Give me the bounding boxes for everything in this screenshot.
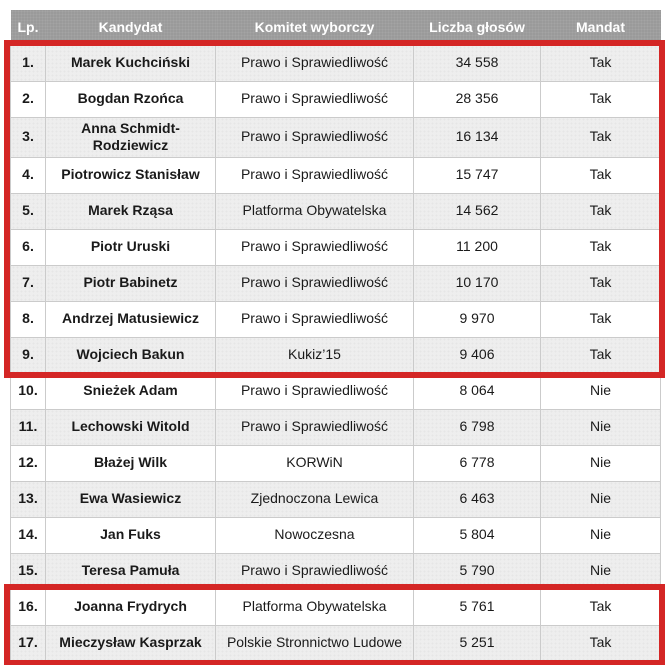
table-body xyxy=(11,45,661,661)
cell-mandat: Tak xyxy=(541,301,661,337)
cell-kandydat: Bogdan Rzońca xyxy=(46,81,216,117)
cell-glosy: 34 558 xyxy=(414,45,541,81)
table-header-row xyxy=(11,10,661,45)
cell-komitet: Polskie Stronnictwo Ludowe xyxy=(216,625,414,661)
cell-mandat: Nie xyxy=(541,409,661,445)
table-row xyxy=(11,117,661,157)
cell-mandat: Nie xyxy=(541,481,661,517)
table-row xyxy=(11,517,661,553)
cell-glosy: 28 356 xyxy=(414,81,541,117)
table-row xyxy=(11,553,661,589)
cell-lp: 7. xyxy=(11,265,46,301)
cell-glosy: 8 064 xyxy=(414,373,541,409)
column-header-glosy: Liczba głosów xyxy=(414,10,541,45)
column-header-mandat: Mandat xyxy=(541,10,661,45)
cell-komitet: Prawo i Sprawiedliwość xyxy=(216,81,414,117)
cell-komitet: Prawo i Sprawiedliwość xyxy=(216,373,414,409)
cell-kandydat: Snieżek Adam xyxy=(46,373,216,409)
cell-mandat: Nie xyxy=(541,445,661,481)
cell-kandydat: Jan Fuks xyxy=(46,517,216,553)
cell-glosy: 5 804 xyxy=(414,517,541,553)
cell-lp: 1. xyxy=(11,45,46,81)
table-row xyxy=(11,445,661,481)
cell-mandat: Nie xyxy=(541,517,661,553)
cell-lp: 11. xyxy=(11,409,46,445)
cell-lp: 3. xyxy=(11,117,46,157)
cell-lp: 14. xyxy=(11,517,46,553)
cell-lp: 2. xyxy=(11,81,46,117)
cell-lp: 5. xyxy=(11,193,46,229)
table-row xyxy=(11,337,661,373)
cell-mandat: Tak xyxy=(541,81,661,117)
cell-mandat: Tak xyxy=(541,229,661,265)
cell-kandydat: Marek Kuchciński xyxy=(46,45,216,81)
cell-lp: 12. xyxy=(11,445,46,481)
cell-kandydat: Błażej Wilk xyxy=(46,445,216,481)
cell-kandydat: Mieczysław Kasprzak xyxy=(46,625,216,661)
cell-mandat: Nie xyxy=(541,373,661,409)
cell-komitet: Kukiz’15 xyxy=(216,337,414,373)
table-row xyxy=(11,589,661,625)
cell-mandat: Tak xyxy=(541,337,661,373)
cell-komitet: Prawo i Sprawiedliwość xyxy=(216,265,414,301)
cell-kandydat: Anna Schmidt-Rodziewicz xyxy=(46,117,216,157)
cell-glosy: 10 170 xyxy=(414,265,541,301)
cell-kandydat: Andrzej Matusiewicz xyxy=(46,301,216,337)
cell-kandydat: Wojciech Bakun xyxy=(46,337,216,373)
table-row xyxy=(11,157,661,193)
cell-mandat: Tak xyxy=(541,193,661,229)
cell-kandydat: Lechowski Witold xyxy=(46,409,216,445)
cell-komitet: Prawo i Sprawiedliwość xyxy=(216,157,414,193)
cell-glosy: 5 790 xyxy=(414,553,541,589)
column-header-komitet: Komitet wyborczy xyxy=(216,10,414,45)
cell-kandydat: Joanna Frydrych xyxy=(46,589,216,625)
cell-komitet: Prawo i Sprawiedliwość xyxy=(216,553,414,589)
table-row xyxy=(11,625,661,661)
cell-kandydat: Piotr Uruski xyxy=(46,229,216,265)
table-row xyxy=(11,265,661,301)
cell-lp: 8. xyxy=(11,301,46,337)
cell-lp: 17. xyxy=(11,625,46,661)
cell-komitet: Platforma Obywatelska xyxy=(216,193,414,229)
cell-komitet: Zjednoczona Lewica xyxy=(216,481,414,517)
cell-mandat: Tak xyxy=(541,117,661,157)
table-row xyxy=(11,409,661,445)
table-row xyxy=(11,45,661,81)
cell-lp: 9. xyxy=(11,337,46,373)
cell-mandat: Tak xyxy=(541,45,661,81)
table-row xyxy=(11,193,661,229)
cell-kandydat: Ewa Wasiewicz xyxy=(46,481,216,517)
cell-lp: 16. xyxy=(11,589,46,625)
cell-mandat: Tak xyxy=(541,265,661,301)
cell-glosy: 6 778 xyxy=(414,445,541,481)
cell-lp: 15. xyxy=(11,553,46,589)
cell-lp: 13. xyxy=(11,481,46,517)
cell-komitet: Prawo i Sprawiedliwość xyxy=(216,45,414,81)
table-wrapper xyxy=(10,10,660,662)
table-row xyxy=(11,81,661,117)
cell-kandydat: Piotr Babinetz xyxy=(46,265,216,301)
cell-glosy: 6 798 xyxy=(414,409,541,445)
column-header-lp: Lp. xyxy=(11,10,46,45)
table-row xyxy=(11,301,661,337)
cell-komitet: Prawo i Sprawiedliwość xyxy=(216,301,414,337)
cell-glosy: 9 406 xyxy=(414,337,541,373)
cell-glosy: 9 970 xyxy=(414,301,541,337)
table-row xyxy=(11,229,661,265)
cell-glosy: 5 251 xyxy=(414,625,541,661)
cell-komitet: Prawo i Sprawiedliwość xyxy=(216,409,414,445)
cell-komitet: Nowoczesna xyxy=(216,517,414,553)
cell-mandat: Tak xyxy=(541,157,661,193)
column-header-kandydat: Kandydat xyxy=(46,10,216,45)
cell-kandydat: Teresa Pamuła xyxy=(46,553,216,589)
cell-kandydat: Marek Rząsa xyxy=(46,193,216,229)
cell-lp: 10. xyxy=(11,373,46,409)
table-row xyxy=(11,481,661,517)
cell-glosy: 5 761 xyxy=(414,589,541,625)
cell-lp: 4. xyxy=(11,157,46,193)
cell-komitet: KORWiN xyxy=(216,445,414,481)
cell-glosy: 11 200 xyxy=(414,229,541,265)
cell-glosy: 16 134 xyxy=(414,117,541,157)
cell-mandat: Tak xyxy=(541,589,661,625)
cell-glosy: 6 463 xyxy=(414,481,541,517)
cell-komitet: Prawo i Sprawiedliwość xyxy=(216,229,414,265)
cell-glosy: 14 562 xyxy=(414,193,541,229)
cell-lp: 6. xyxy=(11,229,46,265)
cell-komitet: Prawo i Sprawiedliwość xyxy=(216,117,414,157)
cell-glosy: 15 747 xyxy=(414,157,541,193)
cell-komitet: Platforma Obywatelska xyxy=(216,589,414,625)
cell-mandat: Tak xyxy=(541,625,661,661)
cell-mandat: Nie xyxy=(541,553,661,589)
results-table xyxy=(10,10,661,662)
cell-kandydat: Piotrowicz Stanisław xyxy=(46,157,216,193)
table-row xyxy=(11,373,661,409)
